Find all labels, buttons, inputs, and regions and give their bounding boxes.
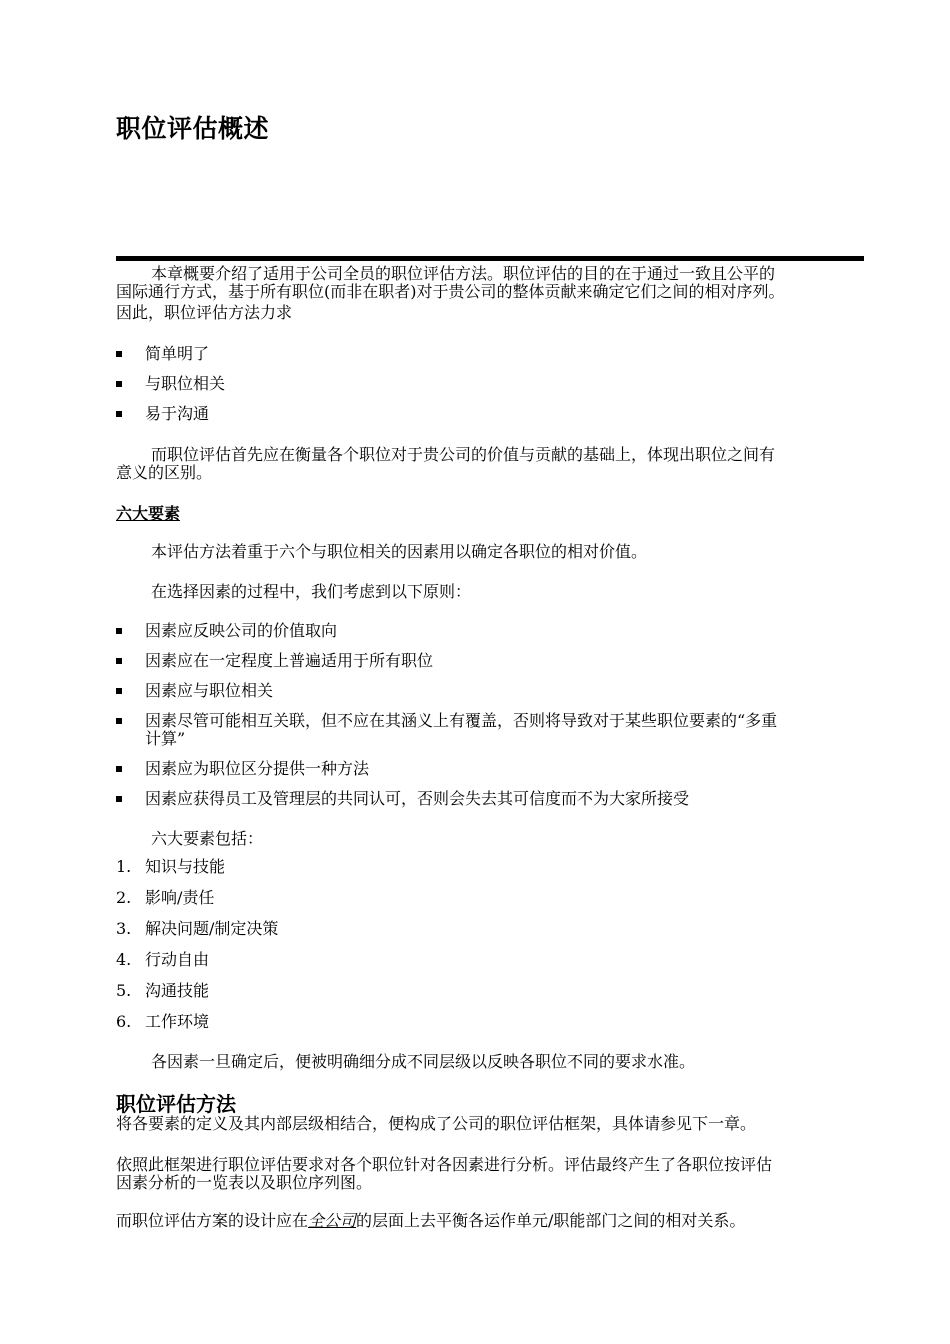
six-factors-paragraph-2: 在选择因素的过程中，我们考虑到以下原则：	[151, 582, 472, 601]
six-factors-heading: 六大要素	[116, 504, 181, 523]
list-item: 因素尽管可能相互关联，但不应在其涵义上有覆盖，否则将导致对于某些职位要素的“多重 计算”	[116, 712, 866, 748]
document-page: 职位评估概述 本章概要介绍了适用于公司全员的职位评估方法。职位评估的目的在于通过一致且公平的 国际通行方式，基于所有职位(而非在职者)对于贵公司的整体贡献来确定它们之间的相对序列。 因此，职位评估方法力求 简单明了 与职位相关 易于沟通 而职位评估首先应在衡量各个职位对于贵公司的价值与贡献的基础上，体现出职位之间有 意义的区别。 六大要素 本评估方法着重于六个与职位相关的因素用以确定各职位的相对价值。 在选择因素的过程中，我们考虑到以下原则： 因素应反映公司的价值取向 因素应在一定程度上普遍适用于所有职位 因素应与职位相关 因素尽管可能相互关联，但不应在其涵义上有覆盖，否则将导致对于某些职位要素的“多重 计算” 因素应为职位区分提供一种方法 因素应获得员工及管理层的共同认可，否则会失去其可信度而不为大家所接受 六大要素包括： 1. 知识与技能 2. 影响/责任 3. 解决问题/制定决策 4. 行动自由 5. 沟通技能 6. 工作环境 各因素一旦确定后，便被明确细分成不同层级以反映各职位不同的要求水准。 职位评估方法 将各要素的定义及其内部层级相结合，便构成了公司的职位评估框架，具体请参见下一章。 依照此框架进行职位评估要求对各个职位针对各因素进行分析。评估最终产生了各职位按评估 因素分析的一览表以及职位序列图。 而职位评估方案的设计应在全公司的层面上去平衡各运作单元/职能部门之间的相对关系。	[0, 0, 950, 1344]
page-title: 职位评估概述	[116, 114, 270, 143]
distinction-line-2: 意义的区别。	[116, 463, 213, 482]
intro-line-1: 本章概要介绍了适用于公司全员的职位评估方法。职位评估的目的在于通过一致且公平的	[151, 264, 776, 283]
distinction-line-1: 而职位评估首先应在衡量各个职位对于贵公司的价值与贡献的基础上，体现出职位之间有	[151, 445, 776, 464]
intro-line-3: 因此，职位评估方法力求	[116, 303, 293, 322]
emphasis-text: 全公司	[308, 1211, 357, 1230]
factors-intro: 六大要素包括：	[151, 829, 264, 848]
intro-line-2: 国际通行方式，基于所有职位(而非在职者)对于贵公司的整体贡献来确定它们之间的相对序列。	[116, 282, 785, 301]
intro-paragraph	[116, 265, 866, 322]
bullet-icon	[116, 688, 122, 694]
title-divider	[116, 256, 864, 261]
factors-after-paragraph: 各因素一旦确定后，便被明确细分成不同层级以反映各职位不同的要求水准。	[151, 1052, 696, 1071]
method-paragraph-1: 将各要素的定义及其内部层级相结合，便构成了公司的职位评估框架，具体请参见下一章。	[116, 1114, 757, 1133]
bullet-icon	[116, 718, 122, 724]
method-p2-line-1: 依照此框架进行职位评估要求对各个职位针对各因素进行分析。评估最终产生了各职位按评估	[116, 1155, 773, 1174]
bullet-icon	[116, 796, 122, 802]
bullet-icon	[116, 411, 122, 417]
bullet-icon	[116, 381, 122, 387]
bullet-icon	[116, 658, 122, 664]
distinction-paragraph	[116, 446, 866, 482]
method-paragraph-2	[116, 1156, 866, 1192]
bullet-icon	[116, 766, 122, 772]
method-heading: 职位评估方法	[116, 1092, 236, 1116]
method-paragraph-3: 而职位评估方案的设计应在全公司的层面上去平衡各运作单元/职能部门之间的相对关系。	[116, 1211, 746, 1230]
six-factors-paragraph-1: 本评估方法着重于六个与职位相关的因素用以确定各职位的相对价值。	[151, 542, 648, 561]
method-p2-line-2: 因素分析的一览表以及职位序列图。	[116, 1173, 373, 1192]
bullet-icon	[116, 351, 122, 357]
bullet-icon	[116, 628, 122, 634]
